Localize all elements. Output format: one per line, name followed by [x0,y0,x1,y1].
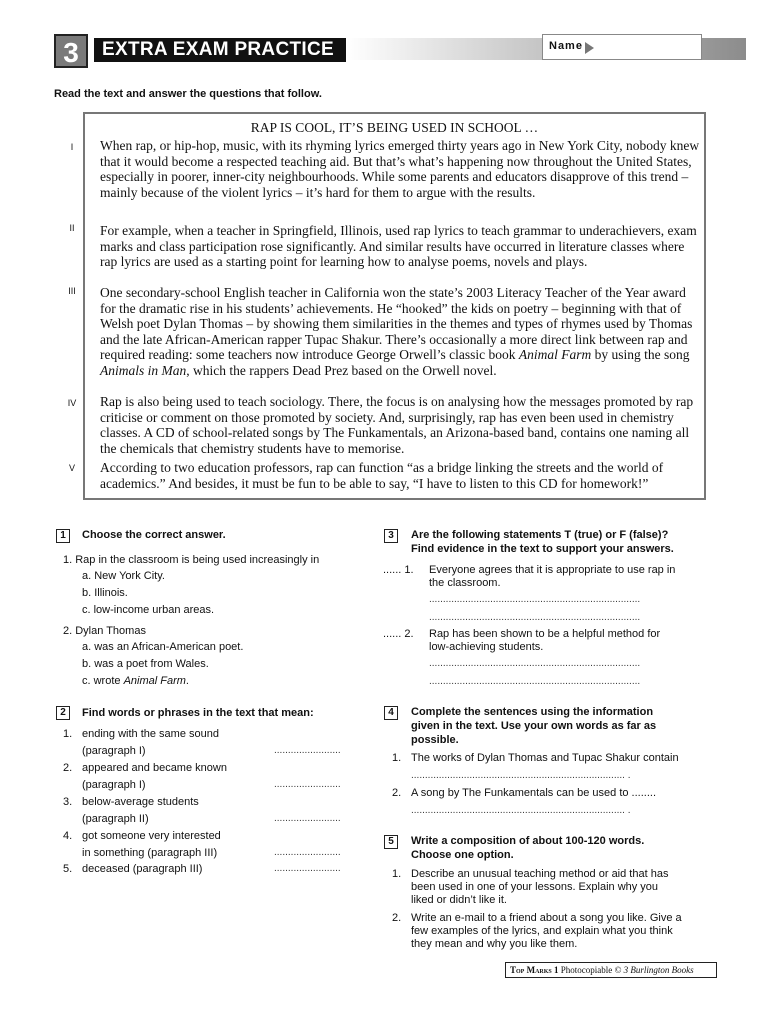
paragraph-number: I [70,142,74,152]
exercise-2-number: 2 [56,706,70,720]
sentence-text: The works of Dylan Thomas and Tupac Shakur contain [411,752,679,764]
page-title: EXTRA EXAM PRACTICE [94,38,346,62]
answer-option[interactable]: a. New York City. [82,570,165,582]
footer [505,962,717,978]
footer-copyright: © 3 Burlington Books [614,965,694,975]
answer-line[interactable]: ............................................................................ [429,594,641,605]
unit-number: 3 [54,34,88,68]
list-item-number: 1. [392,752,402,764]
answer-line[interactable]: ............................................................................. . [411,805,631,816]
definition-text: (paragraph I) [82,745,146,757]
exercise-4-number: 4 [384,706,398,720]
arrow-right-icon [585,42,594,54]
question-2-stem: 2. Dylan Thomas [63,625,146,637]
exercise-1-number: 1 [56,529,70,543]
list-item-number: 2. [392,912,402,924]
reading-text-box [83,112,706,500]
true-false-blank[interactable]: ...... 1. [383,564,414,576]
statement-text: the classroom. [429,577,501,589]
list-item-number: 3. [63,796,73,808]
answer-blank[interactable]: ........................ [274,813,341,824]
answer-option[interactable]: a. was an African-American poet. [82,641,244,653]
definition-text: got someone very interested [82,830,221,842]
exercise-4-title: given in the text. Use your own words as far as [411,720,657,732]
exercise-5-title: Write a composition of about 100-120 words. [411,835,645,847]
exercise-5-number: 5 [384,835,398,849]
paragraph-2: For example, when a teacher in Springfield, Illinois, used rap lyrics to teach grammar to underachievers, exam marks and class participation rose significantly. And similar results have occurred in literature classes where rap lyrics are used as a starting point for learning how to analyse poems, novels and plays. [100,223,697,270]
paragraph-3: One secondary-school English teacher in California won the state’s 2003 Literacy Teacher of the Year award for the dramatic rise in his students’ achievements. He “hooked” the kids on poetry – beginning with that of Welsh poet Dylan Thomas – by showing them similarities in the themes and types of rhymes used by Thomas and the late African-American rapper Tupac Shakur. There’s occasionally a more direct link between rap and required reading: some teachers now introduce George Orwell’s classic book Animal Farm by using the song Animals in Man, which the rappers Dead Prez based on the Orwell novel. [100,285,693,378]
definition-text: in something (paragraph III) [82,847,218,859]
answer-option[interactable]: c. low-income urban areas. [82,604,215,616]
list-item-number: 4. [63,830,73,842]
exercise-5-title: Choose one option. [411,849,514,861]
exercise-3-title: Are the following statements T (true) or F (false)? [411,529,669,541]
option-text: few examples of the lyrics, and explain what you think [411,925,673,937]
answer-line[interactable]: ............................................................................. . [411,770,631,781]
paragraph-5: According to two education professors, rap can function “as a bridge linking the streets and the world of academics.” And besides, it must be fun to be able to say, “I have to listen to this CD for homework!” [100,460,664,491]
definition-text: ending with the same sound [82,728,219,740]
name-label: Name [549,40,583,52]
definition-text: (paragraph II) [82,813,149,825]
paragraph-4: Rap is also being used to teach sociology. There, the focus is on analysing how the messages promoted by rap criticise or comment on those promoted by society. And, surprisingly, rap has even been used in chemistry classes. A CD of school-related songs by The Funkamentals, an Arizona-based band, contains one naming all the chemicals that chemistry students have to memorise. [100,394,694,456]
option-text: Describe an unusual teaching method or aid that has [411,868,669,880]
true-false-blank[interactable]: ...... 2. [383,628,414,640]
option-text: Write an e-mail to a friend about a song you like. Give a [411,912,682,924]
answer-line[interactable]: ............................................................................ [429,676,641,687]
exercise-4-title: possible. [411,734,459,746]
exercise-4-title: Complete the sentences using the information [411,706,654,718]
reading-title: RAP IS COOL, IT’S BEING USED IN SCHOOL … [250,120,539,135]
paragraph-number: V [68,463,75,473]
list-item-number: 2. [63,762,73,774]
list-item-number: 5. [63,863,73,875]
answer-blank[interactable]: ........................ [274,745,341,756]
exercise-2-title: Find words or phrases in the text that mean: [82,707,314,719]
answer-line[interactable]: ............................................................................ [429,612,641,623]
list-item-number: 1. [63,728,73,740]
paragraph-1: When rap, or hip-hop, music, with its rhyming lyrics emerged thirty years ago in New York City, nobody knew that it would become a respected teaching aid. But that’s what’s happening now throughout the United States, especially in poorer, inner-city neighbourhoods. While some parents and educators disapprove of this trend – mainly because of the violent lyrics – it’s hard for them to argue with the results. [100,138,700,200]
list-item-number: 2. [392,787,402,799]
answer-line[interactable]: ............................................................................ [429,658,641,669]
definition-text: (paragraph I) [82,779,146,791]
paragraph-number: III [68,286,76,296]
statement-text: Everyone agrees that it is appropriate to use rap in [429,564,676,576]
answer-blank[interactable]: ........................ [274,779,341,790]
sentence-text: A song by The Funkamentals can be used to ........ [411,787,656,799]
answer-blank[interactable]: ........................ [274,863,341,874]
paragraph-number: IV [67,398,77,408]
name-field[interactable] [542,34,702,60]
statement-text: low-achieving students. [429,641,544,653]
exercise-3-number: 3 [384,529,398,543]
answer-option[interactable]: b. Illinois. [82,587,128,599]
instructions: Read the text and answer the questions that follow. [54,88,322,100]
exercise-1-title: Choose the correct answer. [82,529,226,541]
footer-brand: Top Marks 1 [510,965,559,975]
option-text: they mean and why you like them. [411,938,578,950]
question-1-stem: 1. Rap in the classroom is being used increasingly in [63,554,320,566]
definition-text: below-average students [82,796,199,808]
exercise-3-title: Find evidence in the text to support your answers. [411,543,674,555]
option-text: liked or didn’t like it. [411,894,507,906]
list-item-number: 1. [392,868,402,880]
answer-option[interactable]: c. wrote Animal Farm. [82,675,189,687]
answer-option[interactable]: b. was a poet from Wales. [82,658,209,670]
option-text: been used in one of your lessons. Explain why you [411,881,659,893]
footer-text: Photocopiable [560,965,613,975]
answer-blank[interactable]: ........................ [274,847,341,858]
definition-text: deceased (paragraph III) [82,863,203,875]
statement-text: Rap has been shown to be a helpful method for [429,628,661,640]
definition-text: appeared and became known [82,762,227,774]
paragraph-number: II [69,223,75,233]
